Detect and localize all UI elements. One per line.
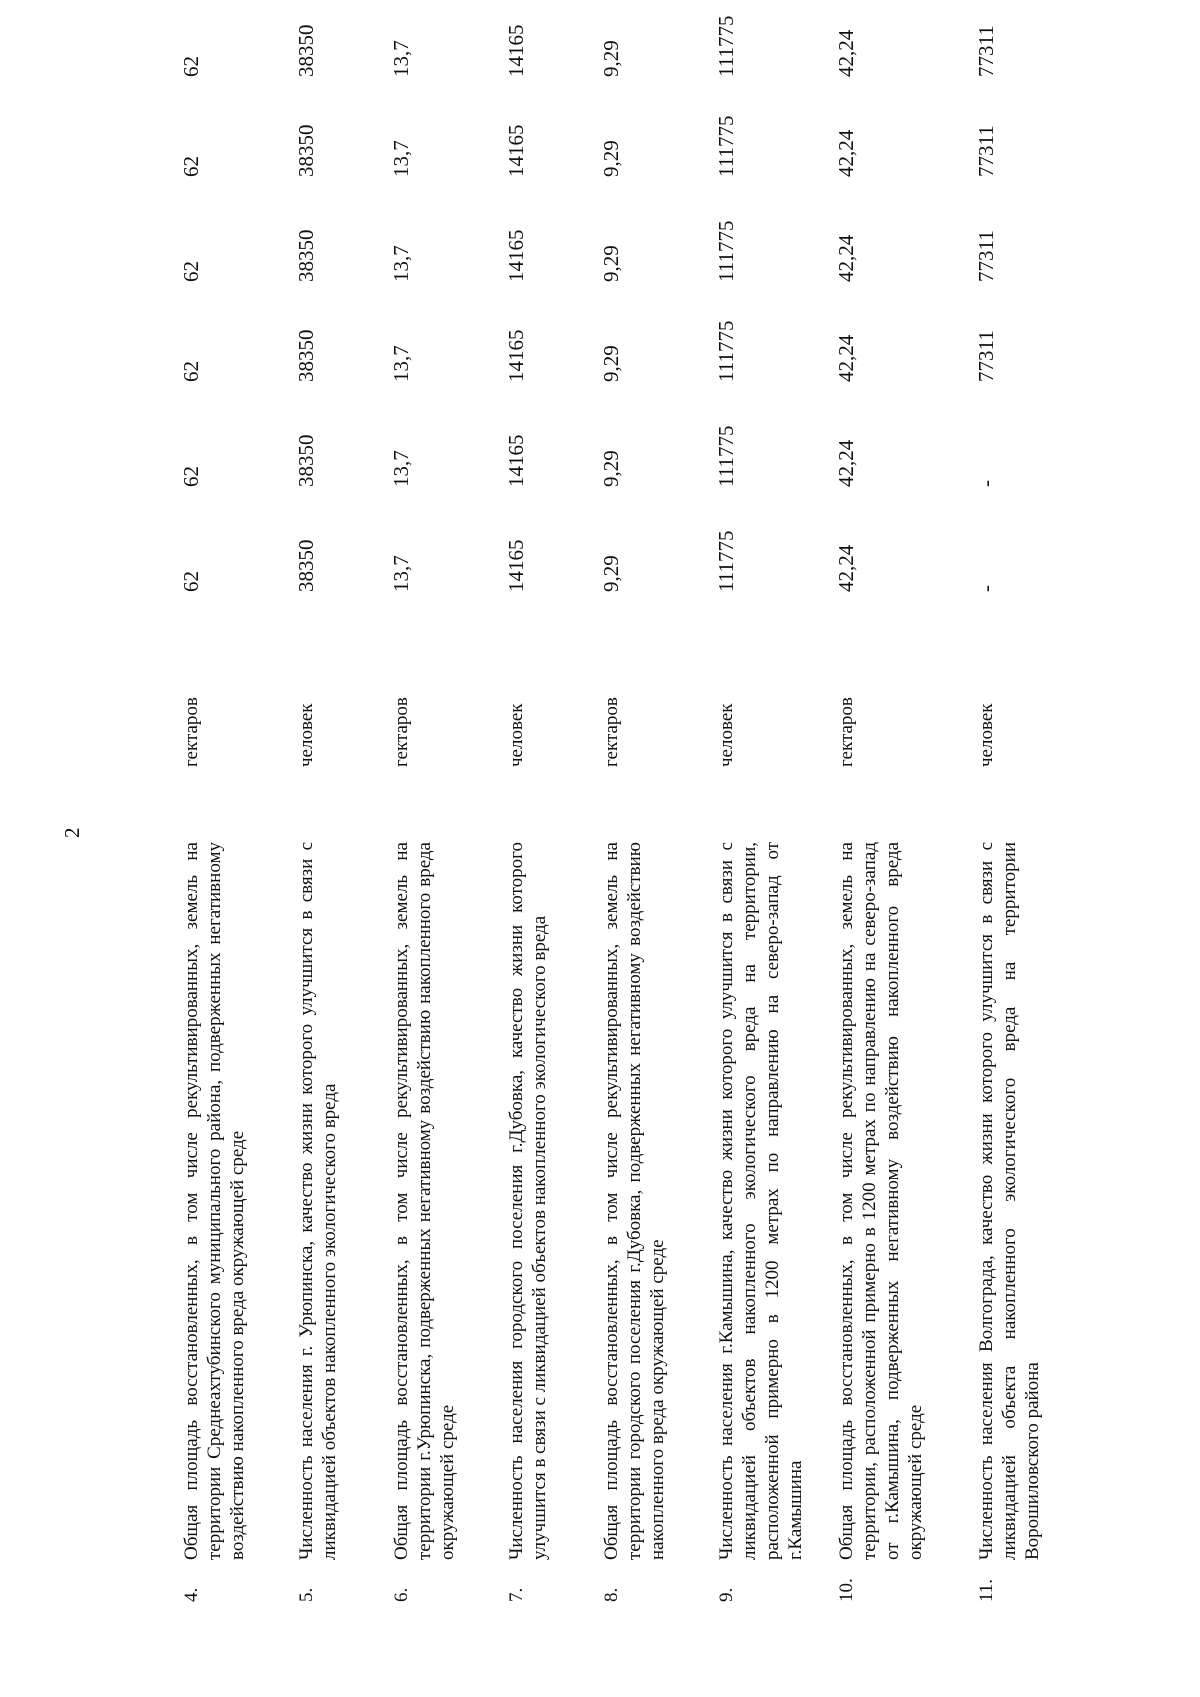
unit-cell: человек (506, 703, 527, 767)
value-cell: 14165 (504, 124, 528, 177)
value-cell: 62 (179, 466, 203, 487)
row-number: 7. (506, 1587, 527, 1602)
value-cell: 111775 (714, 425, 738, 487)
indicator-description: Общая площадь восстановленных, в том числе рекультивированных, земель на территории, расположенной примерно в 1200 метрах по направлению на северо-запад от г.Камышина, подверженных негативному воздействию накопленного вреда окружающей среде (836, 842, 926, 1560)
value-cell: 62 (179, 56, 203, 77)
value-cell: 9,29 (599, 450, 623, 487)
value-cell: 38350 (294, 434, 318, 487)
value-cell: 13,7 (389, 345, 413, 382)
value-cell: 38350 (294, 329, 318, 382)
value-cell: 38350 (294, 24, 318, 77)
value-cell: 62 (179, 261, 203, 282)
value-cell: 9,29 (599, 140, 623, 177)
value-cell: 77311 (974, 330, 998, 382)
page-number: 2 (60, 827, 84, 838)
indicator-description: Общая площадь восстановленных, в том числе рекультивированных, земель на территории г.Урюпинска, подверженных негативному воздействию накопленного вреда окружающей среде (391, 842, 458, 1560)
table-row (714, 15, 827, 1602)
unit-cell: гектаров (601, 697, 622, 767)
unit-cell: человек (716, 703, 737, 767)
row-number: 5. (296, 1587, 317, 1602)
row-number: 4. (181, 1587, 202, 1602)
value-cell: 38350 (294, 124, 318, 177)
value-cell: 9,29 (599, 40, 623, 77)
value-cell: 13,7 (389, 450, 413, 487)
value-cell: 77311 (974, 230, 998, 282)
value-cell: 14165 (504, 434, 528, 487)
unit-cell: человек (296, 703, 317, 767)
row-number: 10. (836, 1578, 857, 1602)
unit-cell: гектаров (391, 697, 412, 767)
value-cell: 42,24 (834, 129, 858, 177)
indicator-description: Численность населения г. Урюпинска, качество жизни которого улучшится в связи с ликвидацией объектов накопленного экологического вреда (296, 842, 340, 1560)
unit-cell: гектаров (836, 697, 857, 767)
row-number: 11. (976, 1578, 997, 1602)
value-cell: 111775 (714, 115, 738, 177)
value-cell: 42,24 (834, 439, 858, 487)
value-cell: 38350 (294, 539, 318, 592)
table-row (599, 40, 712, 1602)
unit-cell: человек (976, 703, 997, 767)
value-cell: 13,7 (389, 555, 413, 592)
value-cell: - (974, 585, 998, 592)
value-cell: 62 (179, 156, 203, 177)
row-number: 8. (601, 1587, 622, 1602)
value-cell: 77311 (974, 125, 998, 177)
value-cell: 111775 (714, 530, 738, 592)
value-cell: 14165 (504, 24, 528, 77)
value-cell: 42,24 (834, 29, 858, 77)
value-cell: 14165 (504, 539, 528, 592)
value-cell: 14165 (504, 329, 528, 382)
table-row (974, 25, 1087, 1602)
value-cell: 9,29 (599, 555, 623, 592)
value-cell: 62 (179, 361, 203, 382)
indicator-description: Численность населения городского поселения г.Дубовка, качество жизни которого улучшится в связи с ликвидацией объектов накопленного экологического вреда (506, 842, 550, 1560)
table-row (834, 29, 947, 1602)
value-cell: 9,29 (599, 245, 623, 282)
value-cell: 77311 (974, 25, 998, 77)
indicator-description: Численность населения г.Камышина, качество жизни которого улучшится в связи с ликвидацией объектов накопленного экологического вреда на территории, расположенной примерно в 1200 метрах по направлению на северо-запад от г.Камышина (716, 842, 806, 1560)
indicator-table (179, 15, 1090, 1602)
table-row (179, 56, 292, 1602)
table-row (389, 40, 502, 1602)
row-number: 6. (391, 1587, 412, 1602)
value-cell: - (974, 480, 998, 487)
indicator-description: Общая площадь восстановленных, в том числе рекультивированных, земель на территории Среднеахтубинского муниципального района, подверженных негативному воздействию накопленного вреда окружающей среде (181, 842, 248, 1560)
value-cell: 13,7 (389, 40, 413, 77)
value-cell: 42,24 (834, 234, 858, 282)
value-cell: 13,7 (389, 245, 413, 282)
value-cell: 42,24 (834, 544, 858, 592)
row-number: 9. (716, 1587, 737, 1602)
value-cell: 62 (179, 571, 203, 592)
unit-cell: гектаров (181, 697, 202, 767)
value-cell: 111775 (714, 220, 738, 282)
value-cell: 111775 (714, 15, 738, 77)
indicator-description: Общая площадь восстановленных, в том числе рекультивированных, земель на территории городского поселения г.Дубовка, подверженных негативному воздействию накопленного вреда окружающей среде (601, 842, 668, 1560)
value-cell: 111775 (714, 320, 738, 382)
value-cell: 42,24 (834, 334, 858, 382)
value-cell: 14165 (504, 229, 528, 282)
value-cell: 38350 (294, 229, 318, 282)
value-cell: 13,7 (389, 140, 413, 177)
indicator-description: Численность населения Волгограда, качество жизни которого улучшится в связи с ликвидацией объекта накопленного экологического вреда на территории Ворошиловского района (976, 842, 1043, 1560)
value-cell: 9,29 (599, 345, 623, 382)
